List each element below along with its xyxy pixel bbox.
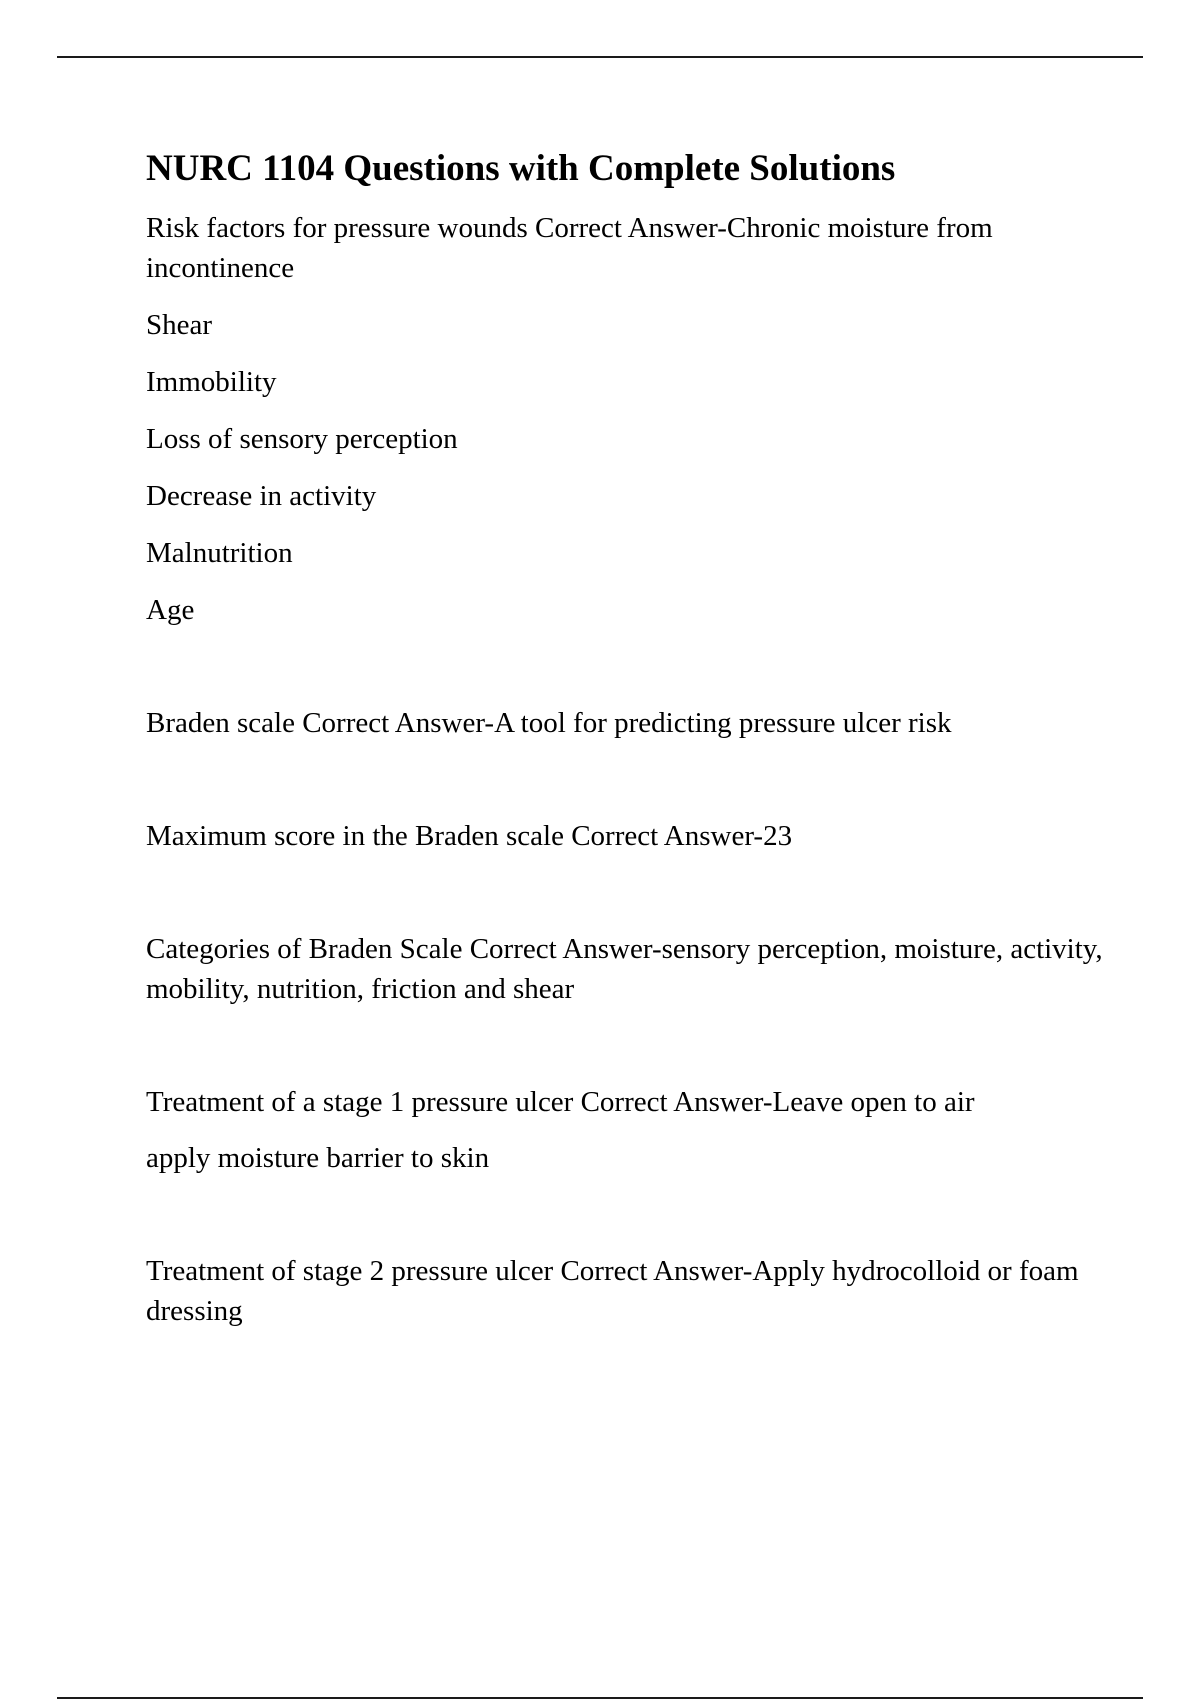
document-title: NURC 1104 Questions with Complete Solutions xyxy=(146,148,896,189)
question-maximum-score: Maximum score in the Braden scale Correct Answer-23 xyxy=(146,820,793,852)
footer-rule xyxy=(57,1697,1143,1699)
answer-item: Malnutrition xyxy=(146,537,293,569)
answer-item: Decrease in activity xyxy=(146,480,377,512)
answer-continuation: apply moisture barrier to skin xyxy=(146,1142,490,1174)
header-rule xyxy=(57,56,1143,58)
question-risk-factors: Risk factors for pressure wounds Correct Answer-Chronic moisture from incontinence xyxy=(146,212,993,284)
question-braden-categories: Categories of Braden Scale Correct Answer-sensory perception, moisture, activity, mobility, nutrition, friction and shear xyxy=(146,933,1103,1005)
answer-item: Immobility xyxy=(146,366,277,398)
question-stage1-treatment: Treatment of a stage 1 pressure ulcer Correct Answer-Leave open to air xyxy=(146,1086,975,1118)
answer-item: Loss of sensory perception xyxy=(146,423,458,455)
document-body xyxy=(146,140,1106,1331)
question-stage2-treatment: Treatment of stage 2 pressure ulcer Correct Answer-Apply hydrocolloid or foam dressing xyxy=(146,1255,1079,1327)
question-braden-scale: Braden scale Correct Answer-A tool for predicting pressure ulcer risk xyxy=(146,707,952,739)
answer-item: Age xyxy=(146,594,195,626)
answer-item: Shear xyxy=(146,309,213,341)
